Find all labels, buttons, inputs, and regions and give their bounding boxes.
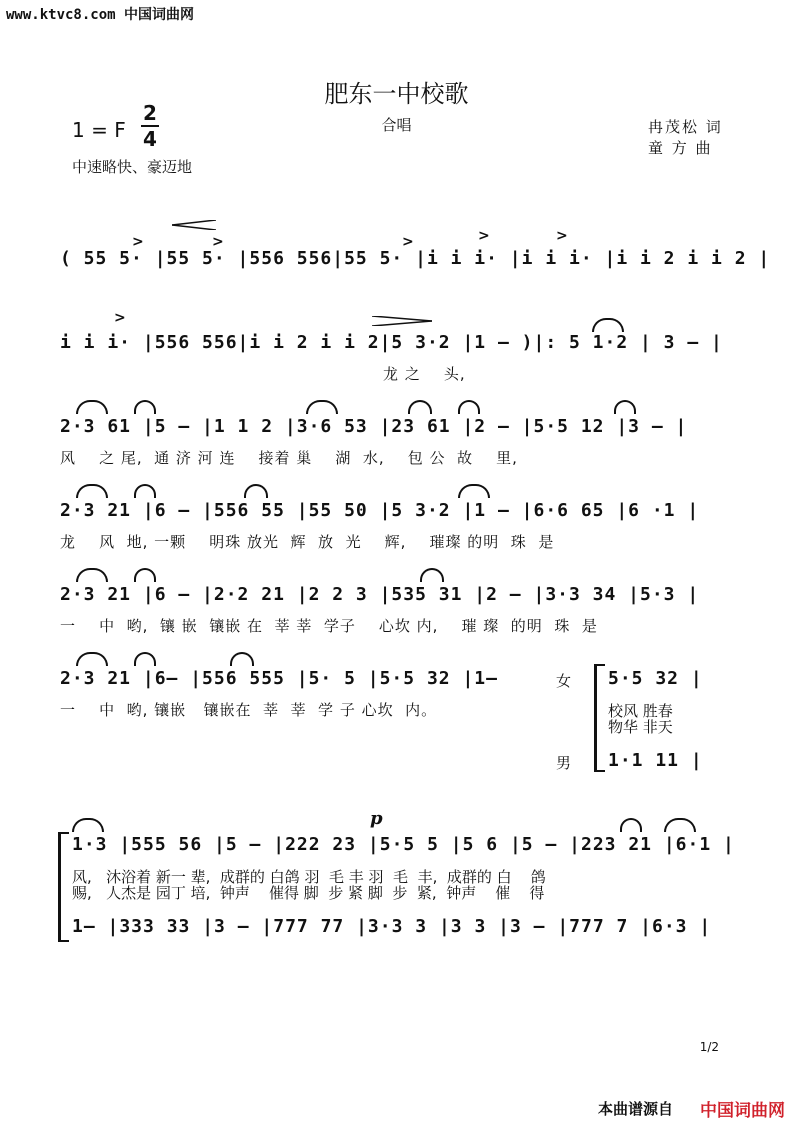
- slur: [134, 484, 156, 498]
- male-notation: 1·1 11 |: [608, 750, 703, 771]
- slur: [458, 484, 490, 498]
- slur: [134, 400, 156, 414]
- time-signature: [141, 102, 159, 150]
- female-notation: 5·5 32 |: [608, 668, 703, 689]
- accent-mark: >: [212, 234, 224, 250]
- slur: [76, 568, 108, 582]
- site-watermark: www.ktvc8.com 中国词曲网: [6, 7, 195, 23]
- lyrics: 一 中 哟, 镶 嵌 镶嵌 在 莘 莘 学子 心坎 内, 璀 璨 的明 珠 是: [60, 617, 598, 635]
- source-site-link[interactable]: 中国词曲网: [700, 1101, 785, 1121]
- voice-brace: [594, 664, 605, 772]
- notation: ( 55 5· |55 5· |556 556|55 5· |i i i· |i i i· |i i 2 i i 2 |: [60, 248, 771, 269]
- notation: 2·3 21 |6– |556 555 |5· 5 |5·5 32 |1–: [60, 668, 498, 689]
- slur: [76, 652, 108, 666]
- diminuendo-mark: [372, 316, 432, 326]
- tempo-marking: 中速略快、豪迈地: [72, 158, 193, 176]
- time-top: 2: [143, 101, 157, 125]
- slur: [230, 652, 254, 666]
- slur: [76, 400, 108, 414]
- female-lyrics: 物华 非天: [608, 718, 673, 736]
- song-title: 肥东一中校歌: [324, 80, 469, 108]
- notation: 2·3 21 |6 – |2·2 21 |2 2 3 |535 31 |2 – |3·3 34 |5·3 |: [60, 584, 700, 605]
- crescendo-mark: [172, 220, 216, 230]
- accent-mark: >: [556, 228, 568, 244]
- slur: [614, 400, 636, 414]
- accent-mark: >: [402, 234, 414, 250]
- slur: [76, 484, 108, 498]
- accent-mark: >: [132, 234, 144, 250]
- lyrics: 一 中 哟, 镶嵌 镶嵌在 莘 莘 学 子 心坎 内。: [60, 701, 438, 719]
- song-subtitle: 合唱: [381, 116, 412, 134]
- staff-line-4: [60, 500, 736, 552]
- slur: [306, 400, 338, 414]
- chorus-upper-notation: 1·3 |555 56 |5 – |222 23 |5·5 5 |5 6 |5 – |223 21 |6·1 |: [72, 834, 735, 855]
- slur: [134, 568, 156, 582]
- staff-line-5: [60, 584, 736, 636]
- staff-line-2: [60, 332, 736, 384]
- lyrics: 龙 之 头,: [60, 365, 466, 383]
- source-label: 本曲谱源自: [597, 1100, 673, 1118]
- chorus-lyrics-verse-2: 赐, 人杰是 园丁 培, 钟声 催得 脚 步 紧 脚 步 紧, 钟声 催 得: [72, 884, 545, 902]
- slur: [664, 818, 696, 832]
- slur: [408, 400, 432, 414]
- slur: [72, 818, 104, 832]
- staff-line-3: [60, 416, 736, 468]
- staff-line-1: [60, 248, 771, 269]
- notation: 2·3 61 |5 – |1 1 2 |3·6 53 |23 61 |2 – |5·5 12 |3 – |: [60, 416, 688, 437]
- female-voice-label: 女: [556, 672, 572, 690]
- slur: [458, 400, 480, 414]
- accent-mark: >: [114, 310, 126, 326]
- accent-mark: >: [478, 228, 490, 244]
- composer-credit: 童 方 曲: [648, 139, 713, 157]
- dynamic-marking: p: [370, 808, 383, 829]
- slur: [420, 568, 444, 582]
- slur: [134, 652, 156, 666]
- lyricist-credit: 冉茂松 词: [648, 118, 723, 136]
- female-lyrics: 校风 胜春: [608, 702, 673, 720]
- lyrics: 龙 风 地, 一颗 明珠 放光 辉 放 光 辉, 璀璨 的明 珠 是: [60, 533, 555, 551]
- slur: [244, 484, 268, 498]
- key-signature: 1 = F: [72, 118, 126, 142]
- notation: 2·3 21 |6 – |556 55 |55 50 |5 3·2 |1 – |6·6 65 |6 ·1 |: [60, 500, 700, 521]
- chorus-lower-notation: 1– |333 33 |3 – |777 77 |3·3 3 |3 3 |3 – |777 7 |6·3 |: [72, 916, 712, 937]
- lyrics: 风 之 尾, 通 济 河 连 接着 巢 湖 水, 包 公 故 里,: [60, 449, 518, 467]
- chorus-lyrics-verse-1: 风, 沐浴着 新一 辈, 成群的 白鸽 羽 毛 丰 羽 毛 丰, 成群的 白 鸽: [72, 868, 546, 886]
- time-bottom: 4: [143, 127, 157, 151]
- male-voice-label: 男: [556, 754, 572, 772]
- chorus-brace: [58, 832, 69, 942]
- notation: i i i· |556 556|i i 2 i i 2|5 3·2 |1 – )|: 5 1·2 | 3 – |: [60, 332, 723, 353]
- page-number: 1/2: [699, 1040, 719, 1054]
- slur: [620, 818, 642, 832]
- slur: [592, 318, 624, 332]
